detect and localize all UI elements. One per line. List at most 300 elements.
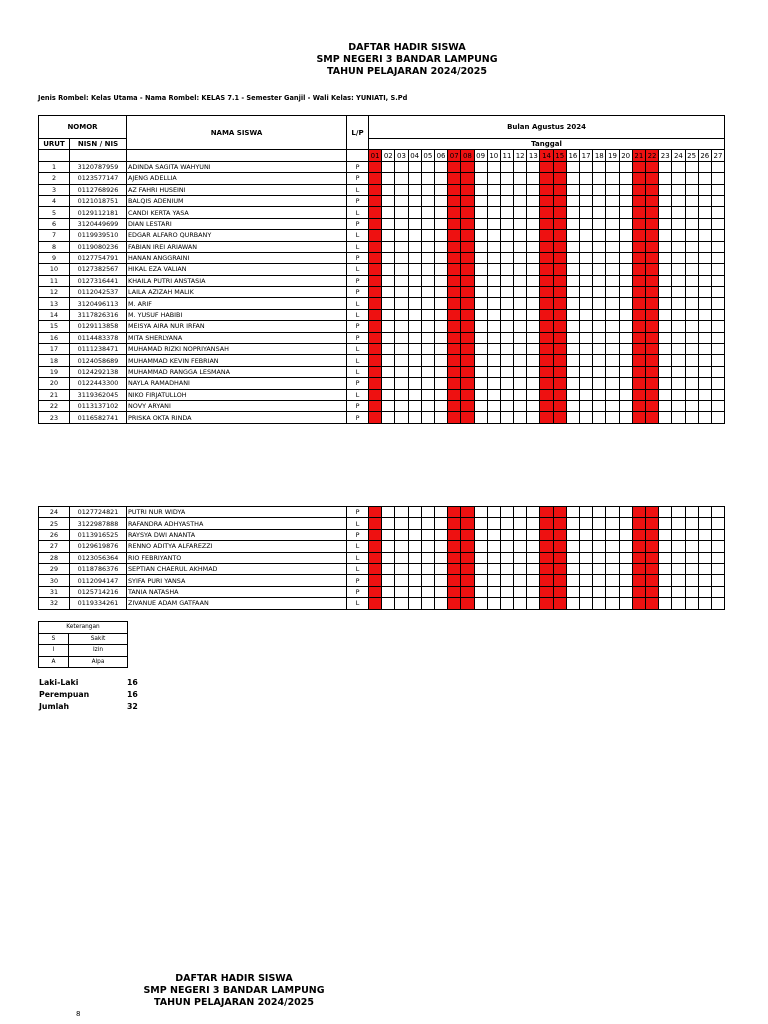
attendance-cell[interactable] xyxy=(448,552,461,563)
attendance-cell[interactable] xyxy=(448,287,461,298)
attendance-cell[interactable] xyxy=(369,287,382,298)
attendance-cell[interactable] xyxy=(487,412,500,423)
attendance-cell[interactable] xyxy=(566,529,579,540)
attendance-cell[interactable] xyxy=(659,332,672,343)
attendance-cell[interactable] xyxy=(540,378,553,389)
attendance-cell[interactable] xyxy=(540,332,553,343)
attendance-cell[interactable] xyxy=(500,321,513,332)
attendance-cell[interactable] xyxy=(698,173,711,184)
attendance-cell[interactable] xyxy=(711,218,724,229)
attendance-cell[interactable] xyxy=(632,389,645,400)
attendance-cell[interactable] xyxy=(606,366,619,377)
attendance-cell[interactable] xyxy=(698,586,711,597)
attendance-cell[interactable] xyxy=(395,563,408,574)
attendance-cell[interactable] xyxy=(685,355,698,366)
attendance-cell[interactable] xyxy=(369,563,382,574)
attendance-cell[interactable] xyxy=(487,586,500,597)
attendance-cell[interactable] xyxy=(659,344,672,355)
attendance-cell[interactable] xyxy=(659,309,672,320)
attendance-cell[interactable] xyxy=(527,321,540,332)
attendance-cell[interactable] xyxy=(474,529,487,540)
attendance-cell[interactable] xyxy=(672,184,685,195)
attendance-cell[interactable] xyxy=(593,332,606,343)
attendance-cell[interactable] xyxy=(461,598,474,609)
attendance-cell[interactable] xyxy=(566,275,579,286)
attendance-cell[interactable] xyxy=(593,287,606,298)
attendance-cell[interactable] xyxy=(500,195,513,206)
attendance-cell[interactable] xyxy=(632,298,645,309)
attendance-cell[interactable] xyxy=(527,241,540,252)
attendance-cell[interactable] xyxy=(685,529,698,540)
attendance-cell[interactable] xyxy=(527,309,540,320)
attendance-cell[interactable] xyxy=(645,507,658,518)
attendance-cell[interactable] xyxy=(685,264,698,275)
attendance-cell[interactable] xyxy=(606,541,619,552)
attendance-cell[interactable] xyxy=(382,184,395,195)
attendance-cell[interactable] xyxy=(369,400,382,411)
attendance-cell[interactable] xyxy=(369,207,382,218)
attendance-cell[interactable] xyxy=(580,378,593,389)
attendance-cell[interactable] xyxy=(593,241,606,252)
attendance-cell[interactable] xyxy=(645,264,658,275)
attendance-cell[interactable] xyxy=(606,309,619,320)
attendance-cell[interactable] xyxy=(514,275,527,286)
attendance-cell[interactable] xyxy=(395,552,408,563)
attendance-cell[interactable] xyxy=(421,412,434,423)
attendance-cell[interactable] xyxy=(645,252,658,263)
attendance-cell[interactable] xyxy=(434,309,447,320)
attendance-cell[interactable] xyxy=(580,507,593,518)
attendance-cell[interactable] xyxy=(461,366,474,377)
attendance-cell[interactable] xyxy=(698,275,711,286)
attendance-cell[interactable] xyxy=(685,321,698,332)
attendance-cell[interactable] xyxy=(448,298,461,309)
attendance-cell[interactable] xyxy=(382,241,395,252)
attendance-cell[interactable] xyxy=(369,264,382,275)
attendance-cell[interactable] xyxy=(685,552,698,563)
attendance-cell[interactable] xyxy=(369,366,382,377)
attendance-cell[interactable] xyxy=(540,309,553,320)
attendance-cell[interactable] xyxy=(672,507,685,518)
attendance-cell[interactable] xyxy=(448,507,461,518)
attendance-cell[interactable] xyxy=(566,507,579,518)
attendance-cell[interactable] xyxy=(659,161,672,172)
attendance-cell[interactable] xyxy=(369,344,382,355)
attendance-cell[interactable] xyxy=(408,298,421,309)
attendance-cell[interactable] xyxy=(487,518,500,529)
attendance-cell[interactable] xyxy=(369,412,382,423)
attendance-cell[interactable] xyxy=(487,529,500,540)
attendance-cell[interactable] xyxy=(580,230,593,241)
attendance-cell[interactable] xyxy=(408,184,421,195)
attendance-cell[interactable] xyxy=(461,275,474,286)
attendance-cell[interactable] xyxy=(659,173,672,184)
attendance-cell[interactable] xyxy=(606,264,619,275)
attendance-cell[interactable] xyxy=(553,563,566,574)
attendance-cell[interactable] xyxy=(487,287,500,298)
attendance-cell[interactable] xyxy=(408,275,421,286)
attendance-cell[interactable] xyxy=(632,195,645,206)
attendance-cell[interactable] xyxy=(395,241,408,252)
attendance-cell[interactable] xyxy=(514,575,527,586)
attendance-cell[interactable] xyxy=(672,207,685,218)
attendance-cell[interactable] xyxy=(553,507,566,518)
attendance-cell[interactable] xyxy=(606,575,619,586)
attendance-cell[interactable] xyxy=(645,161,658,172)
attendance-cell[interactable] xyxy=(593,586,606,597)
attendance-cell[interactable] xyxy=(672,275,685,286)
attendance-cell[interactable] xyxy=(566,355,579,366)
attendance-cell[interactable] xyxy=(474,287,487,298)
attendance-cell[interactable] xyxy=(659,529,672,540)
attendance-cell[interactable] xyxy=(580,241,593,252)
attendance-cell[interactable] xyxy=(632,207,645,218)
attendance-cell[interactable] xyxy=(685,378,698,389)
attendance-cell[interactable] xyxy=(580,389,593,400)
attendance-cell[interactable] xyxy=(685,195,698,206)
attendance-cell[interactable] xyxy=(369,230,382,241)
attendance-cell[interactable] xyxy=(395,412,408,423)
attendance-cell[interactable] xyxy=(711,275,724,286)
attendance-cell[interactable] xyxy=(500,552,513,563)
attendance-cell[interactable] xyxy=(382,507,395,518)
attendance-cell[interactable] xyxy=(421,563,434,574)
attendance-cell[interactable] xyxy=(672,563,685,574)
attendance-cell[interactable] xyxy=(566,378,579,389)
attendance-cell[interactable] xyxy=(619,575,632,586)
attendance-cell[interactable] xyxy=(434,195,447,206)
attendance-cell[interactable] xyxy=(580,355,593,366)
attendance-cell[interactable] xyxy=(395,298,408,309)
attendance-cell[interactable] xyxy=(382,252,395,263)
attendance-cell[interactable] xyxy=(593,184,606,195)
attendance-cell[interactable] xyxy=(500,366,513,377)
attendance-cell[interactable] xyxy=(448,529,461,540)
attendance-cell[interactable] xyxy=(408,518,421,529)
attendance-cell[interactable] xyxy=(606,586,619,597)
attendance-cell[interactable] xyxy=(632,507,645,518)
attendance-cell[interactable] xyxy=(540,207,553,218)
attendance-cell[interactable] xyxy=(408,400,421,411)
attendance-cell[interactable] xyxy=(369,518,382,529)
attendance-cell[interactable] xyxy=(619,207,632,218)
attendance-cell[interactable] xyxy=(527,230,540,241)
attendance-cell[interactable] xyxy=(514,332,527,343)
attendance-cell[interactable] xyxy=(593,575,606,586)
attendance-cell[interactable] xyxy=(566,321,579,332)
attendance-cell[interactable] xyxy=(369,541,382,552)
attendance-cell[interactable] xyxy=(382,575,395,586)
attendance-cell[interactable] xyxy=(685,275,698,286)
attendance-cell[interactable] xyxy=(566,586,579,597)
attendance-cell[interactable] xyxy=(487,598,500,609)
attendance-cell[interactable] xyxy=(382,230,395,241)
attendance-cell[interactable] xyxy=(711,552,724,563)
attendance-cell[interactable] xyxy=(606,321,619,332)
attendance-cell[interactable] xyxy=(619,195,632,206)
attendance-cell[interactable] xyxy=(461,400,474,411)
attendance-cell[interactable] xyxy=(606,332,619,343)
attendance-cell[interactable] xyxy=(685,207,698,218)
attendance-cell[interactable] xyxy=(395,207,408,218)
attendance-cell[interactable] xyxy=(487,184,500,195)
attendance-cell[interactable] xyxy=(619,389,632,400)
attendance-cell[interactable] xyxy=(500,161,513,172)
attendance-cell[interactable] xyxy=(566,541,579,552)
attendance-cell[interactable] xyxy=(672,161,685,172)
attendance-cell[interactable] xyxy=(685,218,698,229)
attendance-cell[interactable] xyxy=(527,218,540,229)
attendance-cell[interactable] xyxy=(645,241,658,252)
attendance-cell[interactable] xyxy=(369,586,382,597)
attendance-cell[interactable] xyxy=(500,184,513,195)
attendance-cell[interactable] xyxy=(632,344,645,355)
attendance-cell[interactable] xyxy=(698,529,711,540)
attendance-cell[interactable] xyxy=(500,400,513,411)
attendance-cell[interactable] xyxy=(659,275,672,286)
attendance-cell[interactable] xyxy=(500,241,513,252)
attendance-cell[interactable] xyxy=(632,598,645,609)
attendance-cell[interactable] xyxy=(606,518,619,529)
attendance-cell[interactable] xyxy=(395,518,408,529)
attendance-cell[interactable] xyxy=(619,218,632,229)
attendance-cell[interactable] xyxy=(514,309,527,320)
attendance-cell[interactable] xyxy=(434,378,447,389)
attendance-cell[interactable] xyxy=(645,378,658,389)
attendance-cell[interactable] xyxy=(659,412,672,423)
attendance-cell[interactable] xyxy=(553,355,566,366)
attendance-cell[interactable] xyxy=(540,195,553,206)
attendance-cell[interactable] xyxy=(395,529,408,540)
attendance-cell[interactable] xyxy=(580,563,593,574)
attendance-cell[interactable] xyxy=(421,366,434,377)
attendance-cell[interactable] xyxy=(461,321,474,332)
attendance-cell[interactable] xyxy=(645,309,658,320)
attendance-cell[interactable] xyxy=(421,529,434,540)
attendance-cell[interactable] xyxy=(632,586,645,597)
attendance-cell[interactable] xyxy=(474,184,487,195)
attendance-cell[interactable] xyxy=(619,541,632,552)
attendance-cell[interactable] xyxy=(369,552,382,563)
attendance-cell[interactable] xyxy=(632,412,645,423)
attendance-cell[interactable] xyxy=(606,563,619,574)
attendance-cell[interactable] xyxy=(711,287,724,298)
attendance-cell[interactable] xyxy=(553,298,566,309)
attendance-cell[interactable] xyxy=(711,344,724,355)
attendance-cell[interactable] xyxy=(434,173,447,184)
attendance-cell[interactable] xyxy=(619,598,632,609)
attendance-cell[interactable] xyxy=(672,264,685,275)
attendance-cell[interactable] xyxy=(711,355,724,366)
attendance-cell[interactable] xyxy=(580,321,593,332)
attendance-cell[interactable] xyxy=(421,400,434,411)
attendance-cell[interactable] xyxy=(369,378,382,389)
attendance-cell[interactable] xyxy=(382,264,395,275)
attendance-cell[interactable] xyxy=(593,264,606,275)
attendance-cell[interactable] xyxy=(659,507,672,518)
attendance-cell[interactable] xyxy=(711,366,724,377)
attendance-cell[interactable] xyxy=(711,507,724,518)
attendance-cell[interactable] xyxy=(553,412,566,423)
attendance-cell[interactable] xyxy=(369,529,382,540)
attendance-cell[interactable] xyxy=(395,195,408,206)
attendance-cell[interactable] xyxy=(461,264,474,275)
attendance-cell[interactable] xyxy=(434,355,447,366)
attendance-cell[interactable] xyxy=(395,344,408,355)
attendance-cell[interactable] xyxy=(408,366,421,377)
attendance-cell[interactable] xyxy=(685,161,698,172)
attendance-cell[interactable] xyxy=(500,412,513,423)
attendance-cell[interactable] xyxy=(672,389,685,400)
attendance-cell[interactable] xyxy=(527,195,540,206)
attendance-cell[interactable] xyxy=(566,252,579,263)
attendance-cell[interactable] xyxy=(553,389,566,400)
attendance-cell[interactable] xyxy=(685,575,698,586)
attendance-cell[interactable] xyxy=(474,366,487,377)
attendance-cell[interactable] xyxy=(395,332,408,343)
attendance-cell[interactable] xyxy=(698,264,711,275)
attendance-cell[interactable] xyxy=(421,378,434,389)
attendance-cell[interactable] xyxy=(448,412,461,423)
attendance-cell[interactable] xyxy=(474,298,487,309)
attendance-cell[interactable] xyxy=(593,529,606,540)
attendance-cell[interactable] xyxy=(474,563,487,574)
attendance-cell[interactable] xyxy=(434,575,447,586)
attendance-cell[interactable] xyxy=(527,332,540,343)
attendance-cell[interactable] xyxy=(606,207,619,218)
attendance-cell[interactable] xyxy=(711,184,724,195)
attendance-cell[interactable] xyxy=(487,252,500,263)
attendance-cell[interactable] xyxy=(474,507,487,518)
attendance-cell[interactable] xyxy=(566,518,579,529)
attendance-cell[interactable] xyxy=(685,518,698,529)
attendance-cell[interactable] xyxy=(421,321,434,332)
attendance-cell[interactable] xyxy=(685,298,698,309)
attendance-cell[interactable] xyxy=(408,161,421,172)
attendance-cell[interactable] xyxy=(711,230,724,241)
attendance-cell[interactable] xyxy=(619,241,632,252)
attendance-cell[interactable] xyxy=(566,195,579,206)
attendance-cell[interactable] xyxy=(711,309,724,320)
attendance-cell[interactable] xyxy=(711,321,724,332)
attendance-cell[interactable] xyxy=(619,287,632,298)
attendance-cell[interactable] xyxy=(369,575,382,586)
attendance-cell[interactable] xyxy=(421,309,434,320)
attendance-cell[interactable] xyxy=(606,552,619,563)
attendance-cell[interactable] xyxy=(566,563,579,574)
attendance-cell[interactable] xyxy=(698,552,711,563)
attendance-cell[interactable] xyxy=(474,400,487,411)
attendance-cell[interactable] xyxy=(421,507,434,518)
attendance-cell[interactable] xyxy=(685,389,698,400)
attendance-cell[interactable] xyxy=(645,321,658,332)
attendance-cell[interactable] xyxy=(606,173,619,184)
attendance-cell[interactable] xyxy=(382,344,395,355)
attendance-cell[interactable] xyxy=(448,586,461,597)
attendance-cell[interactable] xyxy=(553,541,566,552)
attendance-cell[interactable] xyxy=(434,252,447,263)
attendance-cell[interactable] xyxy=(593,552,606,563)
attendance-cell[interactable] xyxy=(566,552,579,563)
attendance-cell[interactable] xyxy=(527,264,540,275)
attendance-cell[interactable] xyxy=(685,252,698,263)
attendance-cell[interactable] xyxy=(685,541,698,552)
attendance-cell[interactable] xyxy=(540,598,553,609)
attendance-cell[interactable] xyxy=(421,252,434,263)
attendance-cell[interactable] xyxy=(606,252,619,263)
attendance-cell[interactable] xyxy=(593,507,606,518)
attendance-cell[interactable] xyxy=(500,378,513,389)
attendance-cell[interactable] xyxy=(606,161,619,172)
attendance-cell[interactable] xyxy=(619,518,632,529)
attendance-cell[interactable] xyxy=(395,378,408,389)
attendance-cell[interactable] xyxy=(434,366,447,377)
attendance-cell[interactable] xyxy=(408,552,421,563)
attendance-cell[interactable] xyxy=(369,252,382,263)
attendance-cell[interactable] xyxy=(382,309,395,320)
attendance-cell[interactable] xyxy=(527,529,540,540)
attendance-cell[interactable] xyxy=(514,389,527,400)
attendance-cell[interactable] xyxy=(448,321,461,332)
attendance-cell[interactable] xyxy=(711,173,724,184)
attendance-cell[interactable] xyxy=(434,518,447,529)
attendance-cell[interactable] xyxy=(566,184,579,195)
attendance-cell[interactable] xyxy=(672,552,685,563)
attendance-cell[interactable] xyxy=(698,389,711,400)
attendance-cell[interactable] xyxy=(698,321,711,332)
attendance-cell[interactable] xyxy=(580,598,593,609)
attendance-cell[interactable] xyxy=(632,575,645,586)
attendance-cell[interactable] xyxy=(474,412,487,423)
attendance-cell[interactable] xyxy=(487,552,500,563)
attendance-cell[interactable] xyxy=(500,264,513,275)
attendance-cell[interactable] xyxy=(421,298,434,309)
attendance-cell[interactable] xyxy=(514,412,527,423)
attendance-cell[interactable] xyxy=(645,586,658,597)
attendance-cell[interactable] xyxy=(659,378,672,389)
attendance-cell[interactable] xyxy=(711,378,724,389)
attendance-cell[interactable] xyxy=(434,541,447,552)
attendance-cell[interactable] xyxy=(434,264,447,275)
attendance-cell[interactable] xyxy=(698,184,711,195)
attendance-cell[interactable] xyxy=(593,563,606,574)
attendance-cell[interactable] xyxy=(500,575,513,586)
attendance-cell[interactable] xyxy=(619,184,632,195)
attendance-cell[interactable] xyxy=(474,195,487,206)
attendance-cell[interactable] xyxy=(421,575,434,586)
attendance-cell[interactable] xyxy=(606,184,619,195)
attendance-cell[interactable] xyxy=(619,275,632,286)
attendance-cell[interactable] xyxy=(474,264,487,275)
attendance-cell[interactable] xyxy=(672,378,685,389)
attendance-cell[interactable] xyxy=(566,366,579,377)
attendance-cell[interactable] xyxy=(434,161,447,172)
attendance-cell[interactable] xyxy=(448,563,461,574)
attendance-cell[interactable] xyxy=(619,400,632,411)
attendance-cell[interactable] xyxy=(434,389,447,400)
attendance-cell[interactable] xyxy=(645,366,658,377)
attendance-cell[interactable] xyxy=(580,586,593,597)
attendance-cell[interactable] xyxy=(672,321,685,332)
attendance-cell[interactable] xyxy=(698,378,711,389)
attendance-cell[interactable] xyxy=(395,366,408,377)
attendance-cell[interactable] xyxy=(593,161,606,172)
attendance-cell[interactable] xyxy=(461,344,474,355)
attendance-cell[interactable] xyxy=(566,400,579,411)
attendance-cell[interactable] xyxy=(606,598,619,609)
attendance-cell[interactable] xyxy=(580,287,593,298)
attendance-cell[interactable] xyxy=(711,389,724,400)
